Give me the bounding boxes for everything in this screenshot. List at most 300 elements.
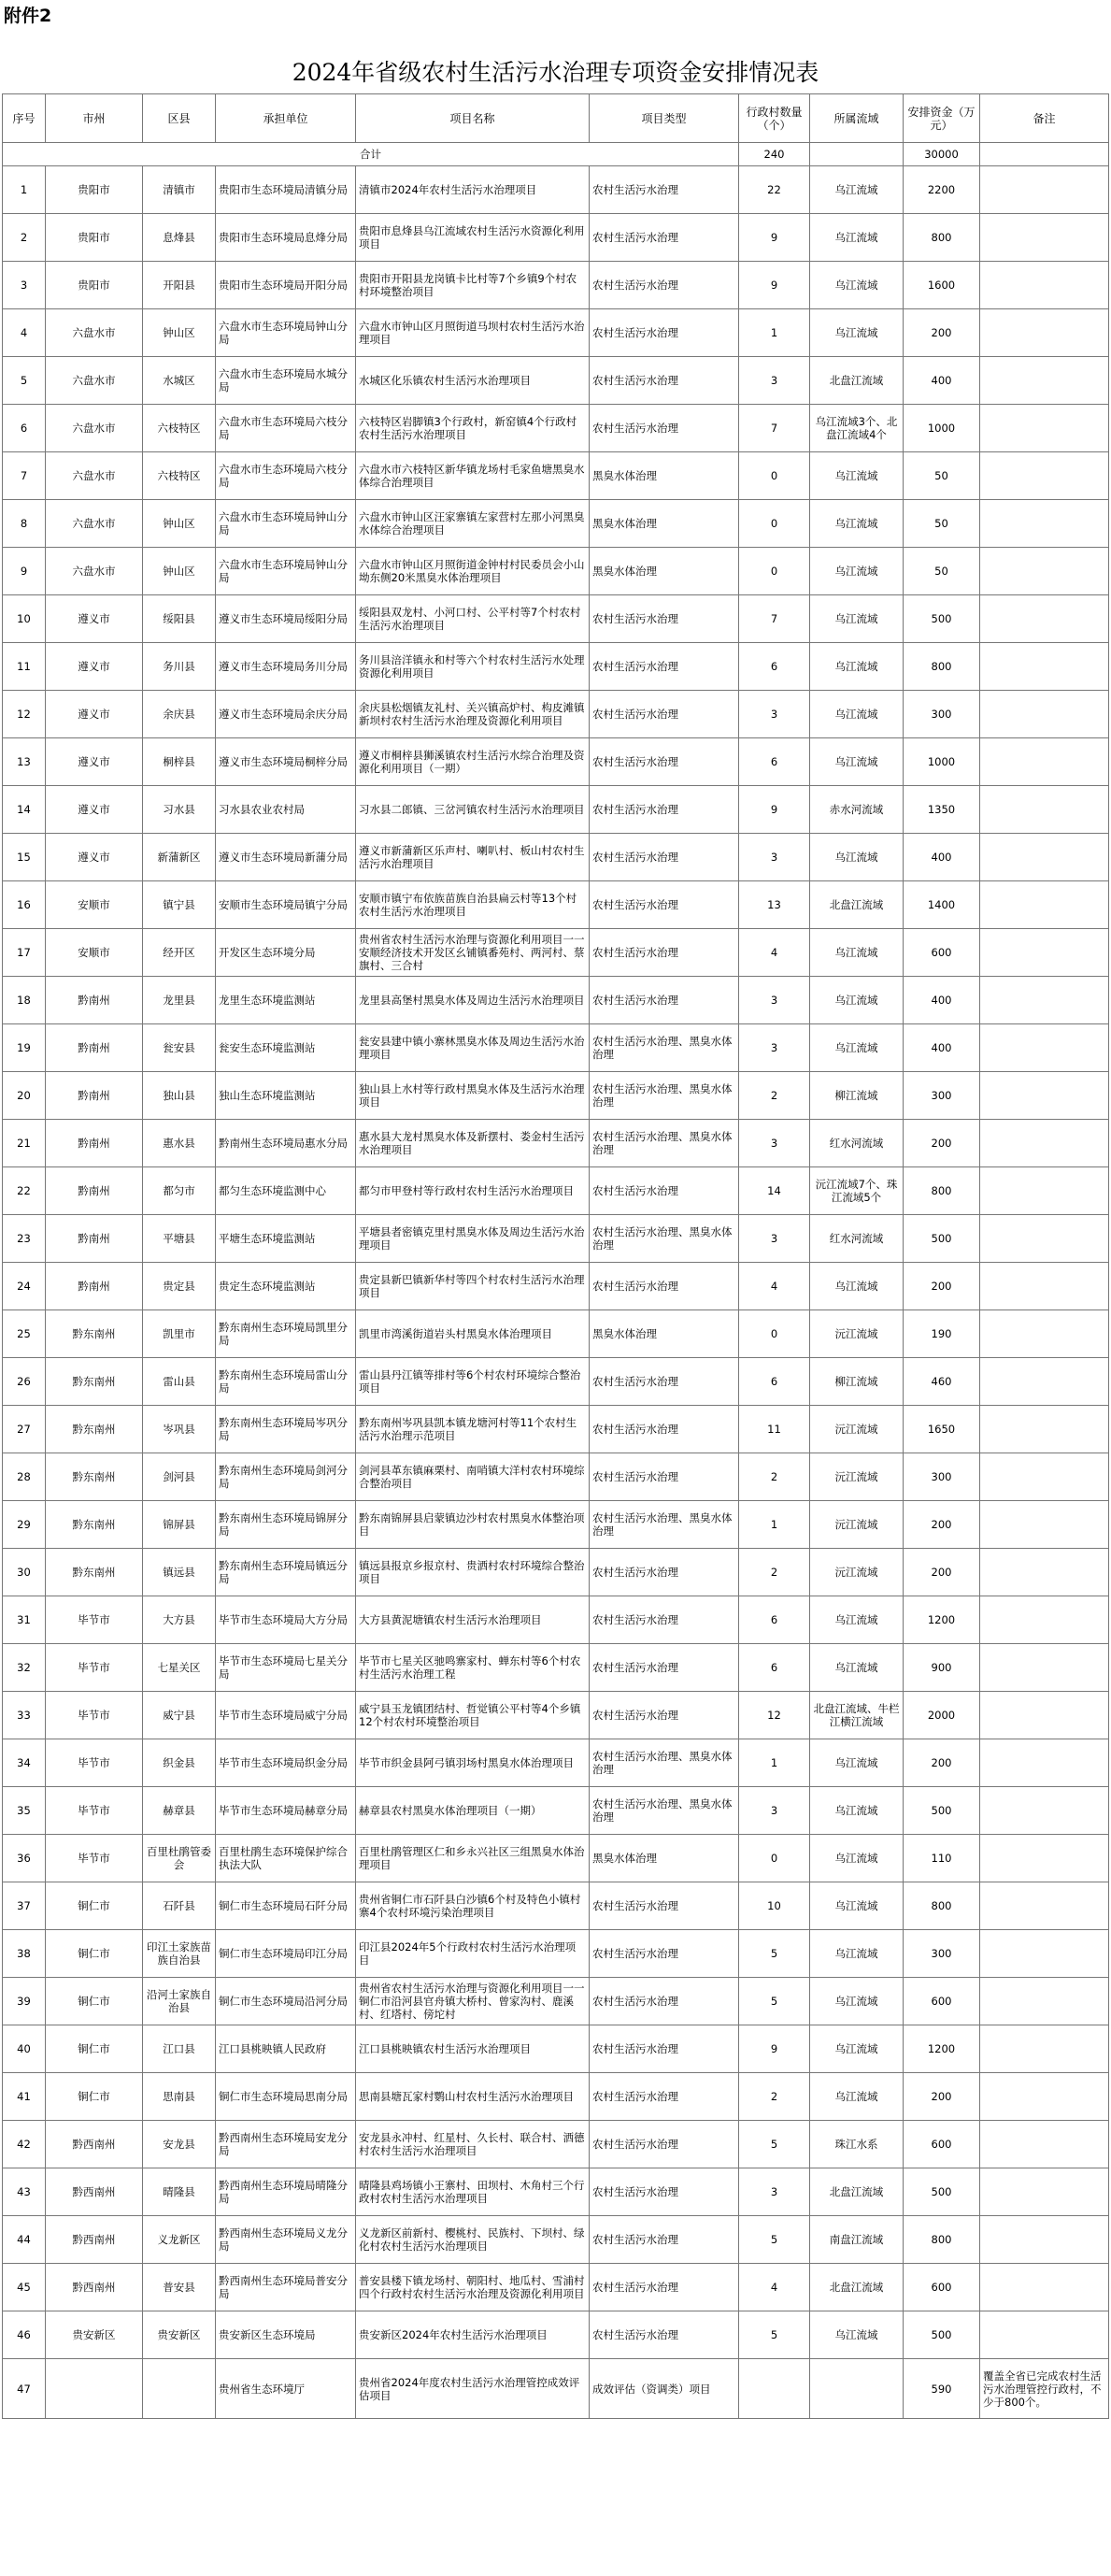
funds-cell: 1400 — [904, 881, 980, 929]
table-row — [3, 834, 1109, 881]
project-name-cell: 龙里县高堡村黑臭水体及周边生活污水治理项目 — [356, 977, 590, 1024]
county-cell: 大方县 — [143, 1596, 216, 1644]
basin-cell: 乌江流域3个、北盘江流域4个 — [810, 405, 904, 452]
basin-cell: 沅江流域 — [810, 1406, 904, 1453]
remark-cell — [980, 1167, 1109, 1215]
village-count-cell: 3 — [739, 1024, 810, 1072]
city-cell: 黔东南州 — [46, 1406, 143, 1453]
remark-cell — [980, 1453, 1109, 1501]
city-cell: 毕节市 — [46, 1644, 143, 1692]
remark-cell — [980, 1072, 1109, 1120]
project-type-cell: 农村生活污水治理 — [590, 738, 739, 786]
responsible-unit-cell: 毕节市生态环境局大方分局 — [216, 1596, 356, 1644]
header-cell: 项目类型 — [590, 94, 739, 143]
village-count-cell: 5 — [739, 1930, 810, 1978]
funds-cell: 1650 — [904, 1406, 980, 1453]
project-name-cell: 百里杜鹃管理区仁和乡永兴社区三组黑臭水体治理项目 — [356, 1835, 590, 1882]
village-count-cell: 22 — [739, 166, 810, 214]
village-count-cell: 0 — [739, 548, 810, 595]
county-cell: 开阳县 — [143, 262, 216, 309]
village-count-cell: 3 — [739, 834, 810, 881]
project-type-cell: 农村生活污水治理 — [590, 1930, 739, 1978]
funds-cell: 200 — [904, 1501, 980, 1549]
funds-cell: 590 — [904, 2359, 980, 2419]
county-cell: 六枝特区 — [143, 405, 216, 452]
row-number-cell: 43 — [3, 2168, 46, 2216]
responsible-unit-cell: 黔西南州生态环境局晴隆分局 — [216, 2168, 356, 2216]
project-name-cell: 贵州省农村生活污水治理与资源化利用项目一一安顺经济技术开发区幺铺镇番苑村、两河村、蔡旗村、三合村 — [356, 929, 590, 977]
project-name-cell: 威宁县玉龙镇团结村、哲觉镇公平村等4个乡镇12个村农村环境整治项目 — [356, 1692, 590, 1739]
project-name-cell: 六盘水市六枝特区新华镇龙场村毛家鱼塘黑臭水体综合治理项目 — [356, 452, 590, 500]
project-name-cell: 贵州省农村生活污水治理与资源化利用项目一一铜仁市沿河县官舟镇大桥村、曾家沟村、鹿溪村、红塔村、傍坨村 — [356, 1978, 590, 2025]
project-type-cell: 农村生活污水治理 — [590, 2264, 739, 2311]
responsible-unit-cell: 毕节市生态环境局威宁分局 — [216, 1692, 356, 1739]
funds-cell: 600 — [904, 1978, 980, 2025]
city-cell — [46, 2359, 143, 2419]
project-type-cell: 农村生活污水治理 — [590, 309, 739, 357]
county-cell: 贵定县 — [143, 1263, 216, 1310]
county-cell: 印江土家族苗族自治县 — [143, 1930, 216, 1978]
table-row — [3, 881, 1109, 929]
row-number-cell: 32 — [3, 1644, 46, 1692]
basin-cell: 北盘江流域 — [810, 2168, 904, 2216]
table-row — [3, 1024, 1109, 1072]
funds-cell: 110 — [904, 1835, 980, 1882]
remark-cell — [980, 1596, 1109, 1644]
table-row — [3, 1930, 1109, 1978]
county-cell: 雷山县 — [143, 1358, 216, 1406]
basin-cell: 乌江流域 — [810, 262, 904, 309]
remark-cell — [980, 1978, 1109, 2025]
row-number-cell: 19 — [3, 1024, 46, 1072]
responsible-unit-cell: 贵阳市生态环境局开阳分局 — [216, 262, 356, 309]
funds-cell: 460 — [904, 1358, 980, 1406]
remark-cell — [980, 1787, 1109, 1835]
remark-cell — [980, 309, 1109, 357]
project-type-cell: 农村生活污水治理 — [590, 595, 739, 643]
project-type-cell: 农村生活污水治理 — [590, 2073, 739, 2121]
county-cell: 赫章县 — [143, 1787, 216, 1835]
row-number-cell: 36 — [3, 1835, 46, 1882]
project-type-cell: 农村生活污水治理、黑臭水体治理 — [590, 1739, 739, 1787]
funds-cell: 200 — [904, 309, 980, 357]
responsible-unit-cell: 黔西南州生态环境局安龙分局 — [216, 2121, 356, 2168]
row-number-cell: 6 — [3, 405, 46, 452]
project-name-cell: 安龙县永冲村、红星村、久长村、联合村、洒德村农村生活污水治理项目 — [356, 2121, 590, 2168]
county-cell: 余庆县 — [143, 691, 216, 738]
village-count-cell: 2 — [739, 1549, 810, 1596]
city-cell: 铜仁市 — [46, 1978, 143, 2025]
basin-cell: 北盘江流域 — [810, 2264, 904, 2311]
remark-cell — [980, 1882, 1109, 1930]
table-row — [3, 1596, 1109, 1644]
city-cell: 黔东南州 — [46, 1310, 143, 1358]
row-number-cell: 16 — [3, 881, 46, 929]
basin-cell: 北盘江流域 — [810, 881, 904, 929]
remark-cell — [980, 929, 1109, 977]
table-row — [3, 405, 1109, 452]
funds-cell: 50 — [904, 452, 980, 500]
responsible-unit-cell: 黔南州生态环境局惠水分局 — [216, 1120, 356, 1167]
basin-cell: 乌江流域 — [810, 1739, 904, 1787]
funds-cell: 500 — [904, 1215, 980, 1263]
funds-cell: 400 — [904, 977, 980, 1024]
village-count-cell: 0 — [739, 452, 810, 500]
funds-cell: 50 — [904, 548, 980, 595]
funds-cell: 500 — [904, 595, 980, 643]
county-cell: 贵安新区 — [143, 2311, 216, 2359]
project-type-cell: 农村生活污水治理 — [590, 214, 739, 262]
project-type-cell: 农村生活污水治理、黑臭水体治理 — [590, 1215, 739, 1263]
city-cell: 六盘水市 — [46, 452, 143, 500]
table-row — [3, 786, 1109, 834]
row-number-cell: 18 — [3, 977, 46, 1024]
project-type-cell: 农村生活污水治理 — [590, 977, 739, 1024]
funds-cell: 600 — [904, 2121, 980, 2168]
project-type-cell: 农村生活污水治理 — [590, 1453, 739, 1501]
table-row — [3, 1835, 1109, 1882]
header-row — [3, 94, 1109, 143]
village-count-cell: 13 — [739, 881, 810, 929]
basin-cell: 沅江流域 — [810, 1501, 904, 1549]
header-cell: 区县 — [143, 94, 216, 143]
project-type-cell: 农村生活污水治理 — [590, 1358, 739, 1406]
county-cell: 镇远县 — [143, 1549, 216, 1596]
row-number-cell: 14 — [3, 786, 46, 834]
project-name-cell: 贵州省2024年度农村生活污水治理管控成效评估项目 — [356, 2359, 590, 2419]
village-count-cell: 9 — [739, 2025, 810, 2073]
table-row — [3, 2311, 1109, 2359]
village-count-cell: 3 — [739, 977, 810, 1024]
project-name-cell: 遵义市新蒲新区乐声村、喇叭村、板山村农村生活污水治理项目 — [356, 834, 590, 881]
remark-cell — [980, 1835, 1109, 1882]
table-row — [3, 2121, 1109, 2168]
funds-cell: 200 — [904, 1739, 980, 1787]
row-number-cell: 44 — [3, 2216, 46, 2264]
county-cell: 威宁县 — [143, 1692, 216, 1739]
basin-cell: 沅江流域7个、珠江流域5个 — [810, 1167, 904, 1215]
city-cell: 毕节市 — [46, 1787, 143, 1835]
remark-cell — [980, 1549, 1109, 1596]
project-type-cell: 黑臭水体治理 — [590, 500, 739, 548]
responsible-unit-cell: 六盘水市生态环境局六枝分局 — [216, 452, 356, 500]
project-type-cell: 农村生活污水治理 — [590, 1644, 739, 1692]
project-type-cell: 农村生活污水治理 — [590, 643, 739, 691]
county-cell: 都匀市 — [143, 1167, 216, 1215]
project-type-cell: 农村生活污水治理 — [590, 834, 739, 881]
responsible-unit-cell: 黔西南州生态环境局义龙分局 — [216, 2216, 356, 2264]
basin-cell: 沅江流域 — [810, 1549, 904, 1596]
row-number-cell: 15 — [3, 834, 46, 881]
responsible-unit-cell: 遵义市生态环境局余庆分局 — [216, 691, 356, 738]
funds-cell: 600 — [904, 929, 980, 977]
county-cell: 普安县 — [143, 2264, 216, 2311]
remark-cell — [980, 1406, 1109, 1453]
project-name-cell: 贵阳市开阳县龙岗镇卡比村等7个乡镇9个村农村环境整治项目 — [356, 262, 590, 309]
project-name-cell: 六盘水市钟山区汪家寨镇左家营村左那小河黑臭水体综合治理项目 — [356, 500, 590, 548]
village-count-cell: 6 — [739, 1596, 810, 1644]
responsible-unit-cell: 龙里生态环境监测站 — [216, 977, 356, 1024]
village-count-cell: 3 — [739, 691, 810, 738]
table-row — [3, 1692, 1109, 1739]
funds-cell: 500 — [904, 2168, 980, 2216]
remark-cell — [980, 1692, 1109, 1739]
table-row — [3, 1453, 1109, 1501]
county-cell: 惠水县 — [143, 1120, 216, 1167]
project-name-cell: 义龙新区前新村、樱桃村、民族村、下坝村、绿化村农村生活污水治理项目 — [356, 2216, 590, 2264]
row-number-cell: 12 — [3, 691, 46, 738]
funds-cell: 1000 — [904, 738, 980, 786]
city-cell: 铜仁市 — [46, 1882, 143, 1930]
village-count-cell: 7 — [739, 595, 810, 643]
city-cell: 遵义市 — [46, 786, 143, 834]
basin-cell: 北盘江流域、牛栏江横江流域 — [810, 1692, 904, 1739]
city-cell: 贵阳市 — [46, 166, 143, 214]
village-count-cell: 5 — [739, 2121, 810, 2168]
county-cell: 息烽县 — [143, 214, 216, 262]
remark-cell — [980, 2311, 1109, 2359]
county-cell: 剑河县 — [143, 1453, 216, 1501]
city-cell: 铜仁市 — [46, 1930, 143, 1978]
basin-cell: 乌江流域 — [810, 834, 904, 881]
project-name-cell: 贵州省铜仁市石阡县白沙镇6个村及特色小镇村寨4个农村环境污染治理项目 — [356, 1882, 590, 1930]
village-count-cell: 11 — [739, 1406, 810, 1453]
basin-cell: 乌江流域 — [810, 2311, 904, 2359]
total-villages: 240 — [739, 143, 810, 166]
village-count-cell: 6 — [739, 1358, 810, 1406]
project-type-cell: 农村生活污水治理 — [590, 405, 739, 452]
row-number-cell: 47 — [3, 2359, 46, 2419]
project-type-cell: 农村生活污水治理 — [590, 1263, 739, 1310]
row-number-cell: 31 — [3, 1596, 46, 1644]
village-count-cell: 4 — [739, 929, 810, 977]
table-row — [3, 452, 1109, 500]
responsible-unit-cell: 毕节市生态环境局赫章分局 — [216, 1787, 356, 1835]
village-count-cell: 2 — [739, 1453, 810, 1501]
funds-cell: 1600 — [904, 262, 980, 309]
city-cell: 黔南州 — [46, 1167, 143, 1215]
table-row — [3, 2073, 1109, 2121]
remark-cell — [980, 1024, 1109, 1072]
row-number-cell: 40 — [3, 2025, 46, 2073]
row-number-cell: 28 — [3, 1453, 46, 1501]
basin-cell: 乌江流域 — [810, 643, 904, 691]
basin-cell: 南盘江流域 — [810, 2216, 904, 2264]
project-name-cell: 贵阳市息烽县乌江流域农村生活污水资源化利用项目 — [356, 214, 590, 262]
basin-cell: 乌江流域 — [810, 1882, 904, 1930]
city-cell: 黔东南州 — [46, 1501, 143, 1549]
remark-cell — [980, 262, 1109, 309]
city-cell: 六盘水市 — [46, 548, 143, 595]
county-cell: 绥阳县 — [143, 595, 216, 643]
funds-cell: 800 — [904, 2216, 980, 2264]
project-name-cell: 毕节市七星关区驰鸣寨家村、蝉东村等6个村农村生活污水治理工程 — [356, 1644, 590, 1692]
funds-cell: 2000 — [904, 1692, 980, 1739]
responsible-unit-cell: 黔东南州生态环境局岑巩分局 — [216, 1406, 356, 1453]
village-count-cell: 6 — [739, 738, 810, 786]
basin-cell: 乌江流域 — [810, 500, 904, 548]
row-number-cell: 30 — [3, 1549, 46, 1596]
remark-cell — [980, 2121, 1109, 2168]
city-cell: 安顺市 — [46, 929, 143, 977]
project-type-cell: 农村生活污水治理 — [590, 2168, 739, 2216]
county-cell: 安龙县 — [143, 2121, 216, 2168]
basin-cell: 乌江流域 — [810, 691, 904, 738]
city-cell: 黔南州 — [46, 1072, 143, 1120]
village-count-cell: 3 — [739, 2168, 810, 2216]
basin-cell: 沅江流域 — [810, 1310, 904, 1358]
city-cell: 贵安新区 — [46, 2311, 143, 2359]
total-label: 合计 — [3, 143, 739, 166]
table-row — [3, 1120, 1109, 1167]
table-row — [3, 500, 1109, 548]
responsible-unit-cell: 安顺市生态环境局镇宁分局 — [216, 881, 356, 929]
city-cell: 黔西南州 — [46, 2264, 143, 2311]
page-title: 2024年省级农村生活污水治理专项资金安排情况表 — [292, 59, 819, 86]
responsible-unit-cell: 遵义市生态环境局务川分局 — [216, 643, 356, 691]
row-number-cell: 2 — [3, 214, 46, 262]
basin-cell: 北盘江流域 — [810, 357, 904, 405]
village-count-cell: 9 — [739, 214, 810, 262]
row-number-cell: 35 — [3, 1787, 46, 1835]
village-count-cell: 3 — [739, 1215, 810, 1263]
funds-cell: 1200 — [904, 1596, 980, 1644]
village-count-cell: 12 — [739, 1692, 810, 1739]
village-count-cell: 0 — [739, 1835, 810, 1882]
table-row — [3, 977, 1109, 1024]
total-row — [3, 143, 1109, 166]
row-number-cell: 27 — [3, 1406, 46, 1453]
row-number-cell: 4 — [3, 309, 46, 357]
project-name-cell: 贵定县新巴镇新华村等四个村农村生活污水治理项目 — [356, 1263, 590, 1310]
funds-cell: 400 — [904, 1024, 980, 1072]
funds-cell: 200 — [904, 1120, 980, 1167]
project-type-cell: 农村生活污水治理 — [590, 1692, 739, 1739]
table-row — [3, 2168, 1109, 2216]
basin-cell: 乌江流域 — [810, 2025, 904, 2073]
project-name-cell: 习水县二郎镇、三岔河镇农村生活污水治理项目 — [356, 786, 590, 834]
responsible-unit-cell: 平塘生态环境监测站 — [216, 1215, 356, 1263]
responsible-unit-cell: 贵阳市生态环境局息烽分局 — [216, 214, 356, 262]
basin-cell: 赤水河流域 — [810, 786, 904, 834]
county-cell: 锦屏县 — [143, 1501, 216, 1549]
remark-cell — [980, 1501, 1109, 1549]
project-type-cell: 农村生活污水治理 — [590, 929, 739, 977]
funds-cell: 1000 — [904, 405, 980, 452]
table-row — [3, 309, 1109, 357]
table-row — [3, 2216, 1109, 2264]
basin-cell: 乌江流域 — [810, 1596, 904, 1644]
table-row — [3, 2025, 1109, 2073]
project-type-cell: 农村生活污水治理 — [590, 1406, 739, 1453]
county-cell: 瓮安县 — [143, 1024, 216, 1072]
project-name-cell: 绥阳县双龙村、小河口村、公平村等7个村农村生活污水治理项目 — [356, 595, 590, 643]
village-count-cell: 6 — [739, 643, 810, 691]
village-count-cell: 1 — [739, 1501, 810, 1549]
table-row — [3, 166, 1109, 214]
responsible-unit-cell: 独山生态环境监测站 — [216, 1072, 356, 1120]
county-cell: 晴隆县 — [143, 2168, 216, 2216]
county-cell: 钟山区 — [143, 500, 216, 548]
county-cell: 凯里市 — [143, 1310, 216, 1358]
table-row — [3, 357, 1109, 405]
responsible-unit-cell: 遵义市生态环境局新蒲分局 — [216, 834, 356, 881]
row-number-cell: 42 — [3, 2121, 46, 2168]
funds-cell: 300 — [904, 1072, 980, 1120]
funds-cell: 300 — [904, 1453, 980, 1501]
project-name-cell: 惠水县大龙村黑臭水体及新摆村、娄金村生活污水治理项目 — [356, 1120, 590, 1167]
remark-cell — [980, 1215, 1109, 1263]
city-cell: 毕节市 — [46, 1596, 143, 1644]
remark-cell — [980, 2025, 1109, 2073]
funds-cell: 400 — [904, 834, 980, 881]
basin-cell: 乌江流域 — [810, 1835, 904, 1882]
remark-cell — [980, 548, 1109, 595]
project-type-cell: 黑臭水体治理 — [590, 1310, 739, 1358]
row-number-cell: 25 — [3, 1310, 46, 1358]
project-type-cell: 黑臭水体治理 — [590, 548, 739, 595]
funds-cell: 800 — [904, 643, 980, 691]
project-name-cell: 六盘水市钟山区月照街道金钟村村民委员会小山坳东侧20米黑臭水体治理项目 — [356, 548, 590, 595]
remark-cell — [980, 2073, 1109, 2121]
row-number-cell: 24 — [3, 1263, 46, 1310]
remark-cell — [980, 405, 1109, 452]
remark-cell: 覆盖全省已完成农村生活污水治理管控行政村，不少于800个。 — [980, 2359, 1109, 2419]
city-cell: 黔东南州 — [46, 1358, 143, 1406]
project-name-cell: 剑河县革东镇麻栗村、南哨镇大洋村农村环境综合整治项目 — [356, 1453, 590, 1501]
project-name-cell: 六盘水市钟山区月照街道马坝村农村生活污水治理项目 — [356, 309, 590, 357]
table-row — [3, 691, 1109, 738]
village-count-cell: 10 — [739, 1882, 810, 1930]
project-name-cell: 余庆县松烟镇友礼村、关兴镇高炉村、构皮滩镇新坝村农村生活污水治理及资源化利用项目 — [356, 691, 590, 738]
responsible-unit-cell: 都匀生态环境监测中心 — [216, 1167, 356, 1215]
project-type-cell: 黑臭水体治理 — [590, 1835, 739, 1882]
city-cell: 遵义市 — [46, 834, 143, 881]
funds-cell: 50 — [904, 500, 980, 548]
responsible-unit-cell: 铜仁市生态环境局沿河分局 — [216, 1978, 356, 2025]
city-cell: 毕节市 — [46, 1835, 143, 1882]
project-name-cell: 瓮安县建中镇小寨林黑臭水体及周边生活污水治理项目 — [356, 1024, 590, 1072]
county-cell: 义龙新区 — [143, 2216, 216, 2264]
village-count-cell: 4 — [739, 1263, 810, 1310]
city-cell: 遵义市 — [46, 643, 143, 691]
funds-cell: 800 — [904, 1167, 980, 1215]
responsible-unit-cell: 习水县农业农村局 — [216, 786, 356, 834]
county-cell: 平塘县 — [143, 1215, 216, 1263]
table-row — [3, 929, 1109, 977]
city-cell: 六盘水市 — [46, 309, 143, 357]
row-number-cell: 11 — [3, 643, 46, 691]
table-row — [3, 1787, 1109, 1835]
basin-cell: 乌江流域 — [810, 1263, 904, 1310]
basin-cell: 乌江流域 — [810, 1930, 904, 1978]
basin-cell: 乌江流域 — [810, 1644, 904, 1692]
project-type-cell: 农村生活污水治理 — [590, 1978, 739, 2025]
responsible-unit-cell: 六盘水市生态环境局六枝分局 — [216, 405, 356, 452]
responsible-unit-cell: 遵义市生态环境局桐梓分局 — [216, 738, 356, 786]
project-name-cell: 六枝特区岩脚镇3个行政村，新窑镇4个行政村农村生活污水治理项目 — [356, 405, 590, 452]
county-cell: 新蒲新区 — [143, 834, 216, 881]
row-number-cell: 1 — [3, 166, 46, 214]
village-count-cell: 0 — [739, 1310, 810, 1358]
city-cell: 六盘水市 — [46, 357, 143, 405]
row-number-cell: 23 — [3, 1215, 46, 1263]
row-number-cell: 9 — [3, 548, 46, 595]
county-cell: 独山县 — [143, 1072, 216, 1120]
row-number-cell: 45 — [3, 2264, 46, 2311]
responsible-unit-cell: 铜仁市生态环境局石阡分局 — [216, 1882, 356, 1930]
county-cell: 钟山区 — [143, 309, 216, 357]
